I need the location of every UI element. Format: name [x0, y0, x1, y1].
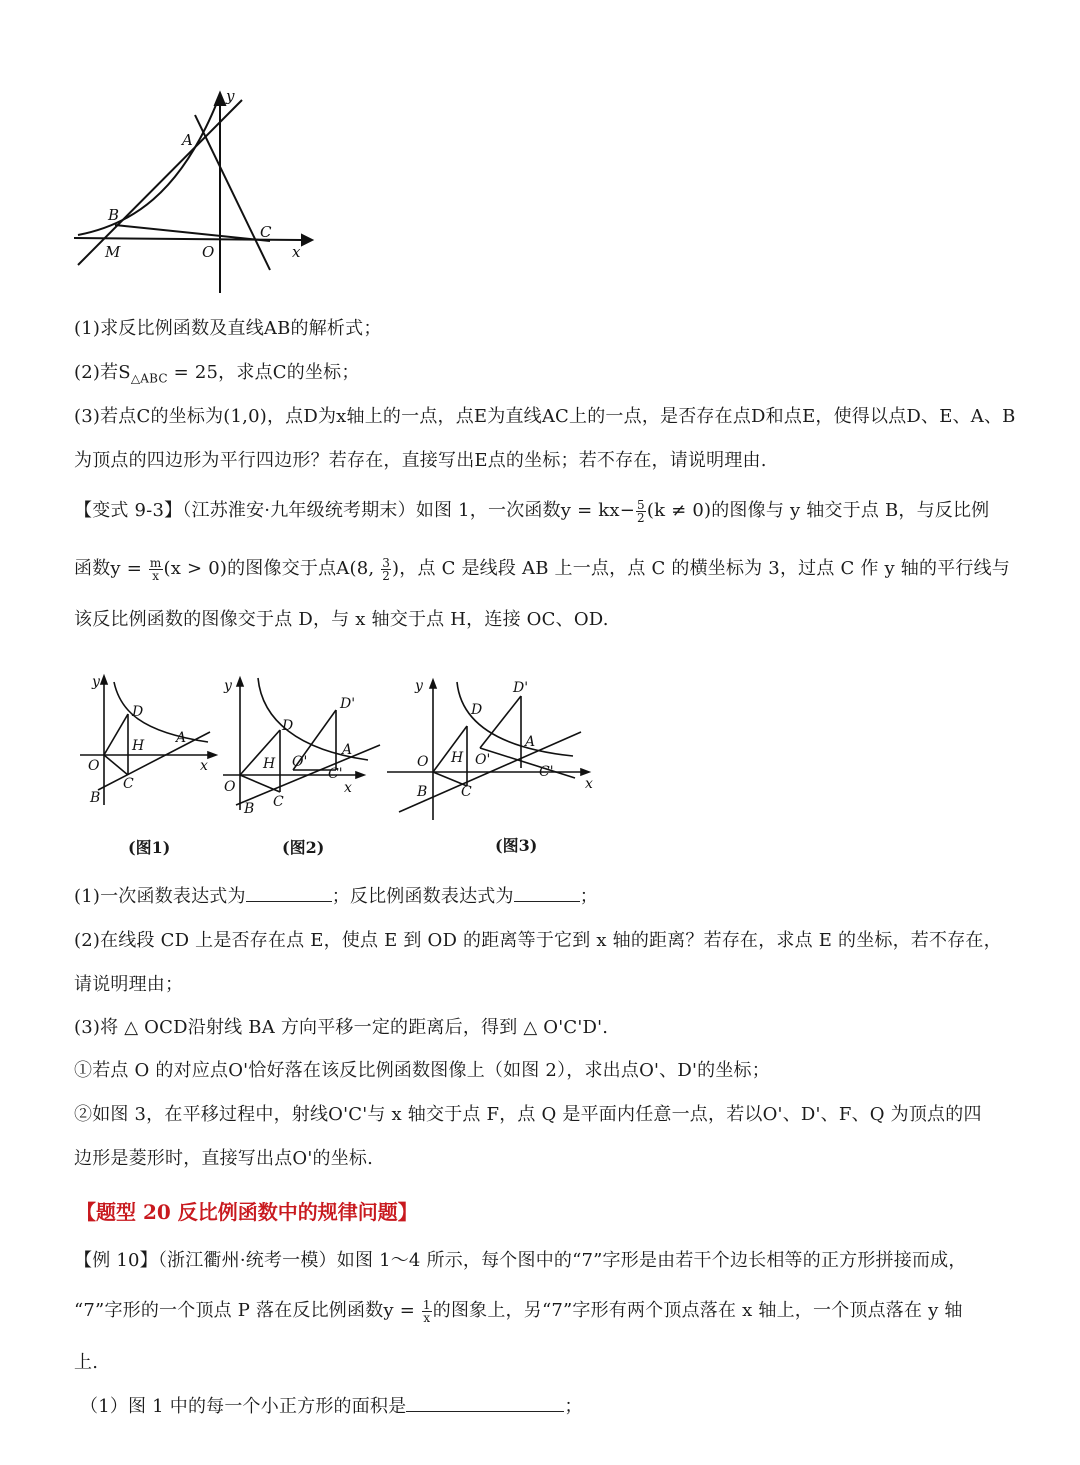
variant-l1-frac-den: 2: [637, 510, 645, 525]
fig3-label-x: x: [585, 776, 593, 792]
q1-part2-pre: (2)若S: [74, 362, 131, 383]
fig2-label-a: A: [342, 742, 353, 758]
variant-l2-post: )，点 C 是线段 AB 上一点，点 C 的横坐标为 3，过点 C 作 y 轴的平行线与: [392, 558, 1010, 579]
top-label-a: A: [182, 131, 193, 149]
top-figure: [70, 85, 320, 300]
fig3-y-arrow: [430, 680, 436, 688]
fig3-label-d: D: [471, 702, 483, 718]
variant-l1-post: (k ≠ 0)的图像与 y 轴交于点 B，与反比例: [646, 500, 990, 521]
variant-line2: [74, 556, 1010, 582]
variant-line1: [74, 498, 989, 524]
q2-part1-a: (1)一次函数表达式为: [74, 886, 246, 907]
fig2-label-b: B: [244, 801, 255, 817]
fig2-label-c: C: [273, 794, 284, 810]
q2-part1-b: ；反比例函数表达式为: [331, 886, 514, 907]
fig1-label-a: A: [176, 730, 187, 746]
example-line2: [74, 1298, 963, 1324]
fig2-line-oc: [240, 775, 280, 792]
fig1-label-b: B: [90, 790, 101, 806]
top-label-y: y: [226, 87, 235, 105]
example-l4-post: ；: [564, 1396, 583, 1417]
variant-l2-frac2-num: 3: [382, 555, 391, 570]
section-heading: 【题型 20 反比例函数中的规律问题】: [76, 1200, 418, 1224]
variant-l2-frac: [149, 557, 163, 582]
variant-l2-frac2-den: 2: [382, 568, 391, 583]
q2-blank-linear[interactable]: [246, 900, 332, 902]
fig2-x-arrow: [356, 772, 364, 778]
fig1-label-x: x: [200, 758, 208, 774]
q2-part3-2-line1: ②如图 3，在平移过程中，射线O'C'与 x 轴交于点 F，点 Q 是平面内任意一点，若以O'、D'、F、Q 为顶点的四: [74, 1104, 982, 1125]
fig2-caption: (图2): [282, 838, 325, 857]
fig1-label-d: D: [132, 704, 144, 720]
q1-part2-sub: △ABC: [130, 371, 168, 386]
fig1-label-y: y: [92, 674, 100, 690]
q2-part3-1: ①若点 O 的对应点O'恰好落在该反比例函数图像上（如图 2），求出点O'、D'的坐标；: [74, 1060, 770, 1081]
top-x-arrow: [302, 235, 312, 245]
fig3-label-o: O: [417, 754, 429, 770]
q1-part3-line1: (3)若点C的坐标为(1,0)，点D为x轴上的一点，点E为直线AC上的一点，是否存在点D和点E，使得以点D、E、A、B: [74, 406, 1016, 427]
variant-l2-frac-num: m: [149, 555, 162, 570]
variant-l2-frac-den: x: [152, 568, 160, 583]
example-line3: 上.: [74, 1352, 99, 1373]
fig1-y-arrow: [101, 676, 107, 684]
example-l2-frac-num: 1: [422, 1297, 431, 1312]
fig3-label-y: y: [415, 678, 423, 694]
fig1-line-ba: [98, 732, 210, 790]
fig1-label-o: O: [88, 758, 100, 774]
fig2-label-d-prime: D': [340, 696, 356, 712]
q2-part2-line2: 请说明理由；: [74, 974, 184, 995]
example-line1: 【例 10】（浙江衢州·统考一模）如图 1～4 所示，每个图中的“7”字形是由若干个边长相等的正方形拼接而成，: [74, 1250, 967, 1271]
q2-part2-line1: (2)在线段 CD 上是否存在点 E，使点 E 到 OD 的距离等于它到 x 轴的距离？若存在，求点 E 的坐标，若不存在，: [74, 930, 1002, 951]
variant-l2-frac2: [381, 557, 391, 582]
fig2-label-c-prime: C': [328, 766, 343, 782]
fig3-line-o2c2: [480, 748, 575, 778]
fig3-label-c-prime: C': [539, 764, 554, 780]
fig2-label-o-prime: O': [292, 754, 308, 770]
top-label-c: C: [260, 223, 272, 241]
fig3-x-arrow: [581, 769, 589, 775]
variant-l1-frac: [636, 499, 646, 524]
q1-part2: [74, 360, 360, 392]
q1-part1: (1)求反比例函数及直线AB的解析式；: [74, 318, 382, 339]
fig2-y-arrow: [237, 678, 243, 686]
top-label-o: O: [202, 243, 215, 261]
fig1-line-od: [104, 714, 128, 755]
q2-part1: [74, 884, 598, 910]
fig1-label-c: C: [123, 776, 134, 792]
variant-l1-pre: 【变式 9-3】（江苏淮安·九年级统考期末）如图 1，一次函数y = kx−: [74, 500, 636, 521]
example-l4-pre: （1）图 1 中的每一个小正方形的面积是: [80, 1396, 407, 1417]
variant-l1-frac-num: 5: [637, 497, 645, 512]
example-l2-post: 的图象上，另“7”字形有两个顶点落在 x 轴上，一个顶点落在 y 轴: [432, 1300, 963, 1321]
top-label-m: M: [105, 243, 121, 261]
q1-part2-post: = 25，求点C的坐标；: [167, 362, 360, 383]
top-label-b: B: [108, 206, 120, 224]
example-line4: [80, 1394, 583, 1420]
variant-l2-pre: 函数y =: [74, 558, 148, 579]
fig1-caption: (图1): [128, 838, 171, 857]
q1-part3-line2: 为顶点的四边形为平行四边形？若存在，直接写出E点的坐标；若不存在，请说明理由.: [74, 450, 767, 471]
top-label-x: x: [292, 243, 301, 261]
variant-line3: 该反比例函数的图像交于点 D，与 x 轴交于点 H，连接 OC、OD.: [74, 609, 609, 630]
fig3-label-b: B: [417, 784, 428, 800]
fig2-label-y: y: [224, 678, 232, 694]
example-l2-frac: [422, 1299, 432, 1324]
example-l2-pre: “7”字形的一个顶点 P 落在反比例函数y =: [74, 1300, 421, 1321]
fig3-label-a: A: [525, 734, 536, 750]
fig1-x-arrow: [208, 752, 216, 758]
q2-part1-c: ；: [579, 886, 598, 907]
fig3-line-o2d2: [480, 696, 521, 748]
fig3-label-c: C: [461, 784, 472, 800]
fig3-caption: (图3): [495, 836, 538, 855]
fig2-label-d: D: [282, 718, 294, 734]
fig2-label-o: O: [224, 779, 236, 795]
fig2-label-h: H: [263, 756, 276, 772]
figure-2: [218, 670, 388, 820]
fig2-label-x: x: [344, 780, 352, 796]
fig3-label-o-prime: O': [475, 752, 491, 768]
example-blank-area[interactable]: [406, 1410, 564, 1412]
fig3-label-h: H: [451, 750, 464, 766]
fig3-label-d-prime: D': [513, 680, 529, 696]
example-l2-frac-den: x: [423, 1310, 431, 1325]
q2-blank-inverse[interactable]: [514, 900, 580, 902]
variant-l2-mid: (x > 0)的图像交于点A(8,: [163, 558, 381, 579]
figure-3: [385, 670, 600, 830]
q2-part3: (3)将 △ OCD沿射线 BA 方向平移一定的距离后，得到 △ O'C'D'.: [74, 1017, 609, 1038]
fig1-line-oc: [104, 755, 128, 775]
figure-1: [80, 670, 220, 815]
fig1-label-h: H: [132, 738, 145, 754]
q2-part3-2-line2: 边形是菱形时，直接写出点O'的坐标.: [74, 1148, 374, 1169]
